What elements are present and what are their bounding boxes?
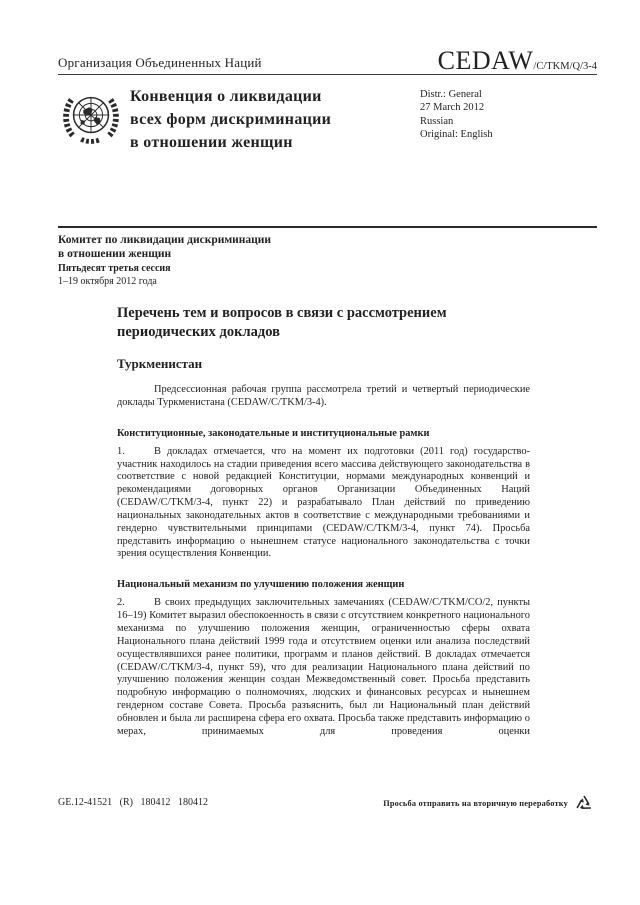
un-emblem-icon	[60, 84, 122, 148]
country-heading: Туркменистан	[117, 356, 203, 371]
section-divider-rule	[58, 226, 597, 228]
org-name: Организация Объединенных Наций	[58, 55, 262, 70]
paragraph-2	[117, 597, 530, 738]
recycle-note	[383, 792, 597, 821]
report-title: Перечень тем и вопросов в связи с рассмотрением периодических докладов	[117, 305, 447, 340]
session-dates: 1–19 октября 2012 года	[58, 275, 157, 287]
document-symbol	[438, 48, 597, 74]
document-symbol-suffix: /C/TKM/Q/3-4	[533, 61, 597, 72]
paragraph-text: В докладах отмечается, что на момент их подготовки (2011 год) государство-участник находилось на стадии приведения всего массива действующего законодательства в соответствие с новой редакцией Конституции, нормами международных конвенций и рекомендациями договорных органов Организации Объединенных Наций (CEDAW/C/TKM/3-4, пункт 22) и разрабатывало План действий по приведению национальных законодательных актов в соответствие с международными требованиями и гендерно чувствительными принципами (CEDAW/C/TKM/3-4, пункт 74). Просьба представить информацию о нынешнем статусе национального законодательства с точки зрения осуществления Конвенции.	[117, 445, 530, 560]
document-symbol-main: CEDAW	[437, 46, 534, 75]
paragraph-number: 1.	[117, 445, 125, 457]
page-footer	[58, 792, 597, 821]
recycle-note-text: Просьба отправить на вторичную переработку	[383, 799, 568, 808]
paragraph-1	[117, 446, 530, 562]
committee-block	[58, 233, 271, 288]
session-label: Пятьдесят третья сессия	[58, 263, 171, 274]
paragraph-text: В своих предыдущих заключительных замечаниях (CEDAW/C/TKM/CO/2, пункты 16–19) Комитет выразил обеспокоенность в связи с отсутствием конкретного национального механизма по улучшению положения женщин, ограниченностью сферы охвата Национального плана действий 1999 года и отсутствием оценки или анализа последствий осуществлявшихся ранее политики, программ и планов действий. В докладах отмечается (CEDAW/C/TKM/3-4, пункт 59), что для реализации Национального плана действий по улучшению положения женщин создан Межведомственный совет. Просьба представить подробную информацию о полномочиях, людских и финансовых ресурсах и нынешнем гендерном составе Совета. Просьба разъяснить, был ли Национальный план действий обновлен и была ли расширена сфера его охвата. Просьба также представить информацию о мерах, принимаемых для проведения оценки	[117, 597, 530, 737]
main-content	[117, 304, 530, 739]
section-heading-national-mechanism: Национальный механизм по улучшению положения женщин	[117, 579, 405, 591]
intro-paragraph: Предсессионная рабочая группа рассмотрела третий и четвертый периодические доклады Туркменистана (CEDAW/C/TKM/3-4).	[117, 384, 530, 408]
committee-name-line1: Комитет по ликвидации дискриминации	[58, 234, 272, 246]
convention-title-line: всех форм дискриминации	[130, 111, 332, 128]
distr-line: Original: English	[420, 129, 493, 141]
paragraph-number: 2.	[117, 597, 125, 609]
distr-line: Distr.: General	[420, 89, 482, 100]
distr-line: Russian	[420, 115, 454, 127]
committee-name-line2: в отношении женщин	[58, 248, 172, 260]
distr-line: 27 March 2012	[420, 102, 485, 114]
masthead	[58, 44, 597, 75]
ge-number: GE.12-41521 (R) 180412 180412	[58, 797, 208, 808]
convention-title-line: Конвенция о ликвидации	[130, 88, 322, 105]
convention-title-line: в отношении женщин	[130, 134, 293, 151]
convention-title	[130, 85, 331, 154]
distribution-block	[420, 88, 493, 142]
recycle-icon	[571, 792, 597, 821]
section-heading-constitutional: Конституционные, законодательные и институциональные рамки	[117, 427, 430, 439]
